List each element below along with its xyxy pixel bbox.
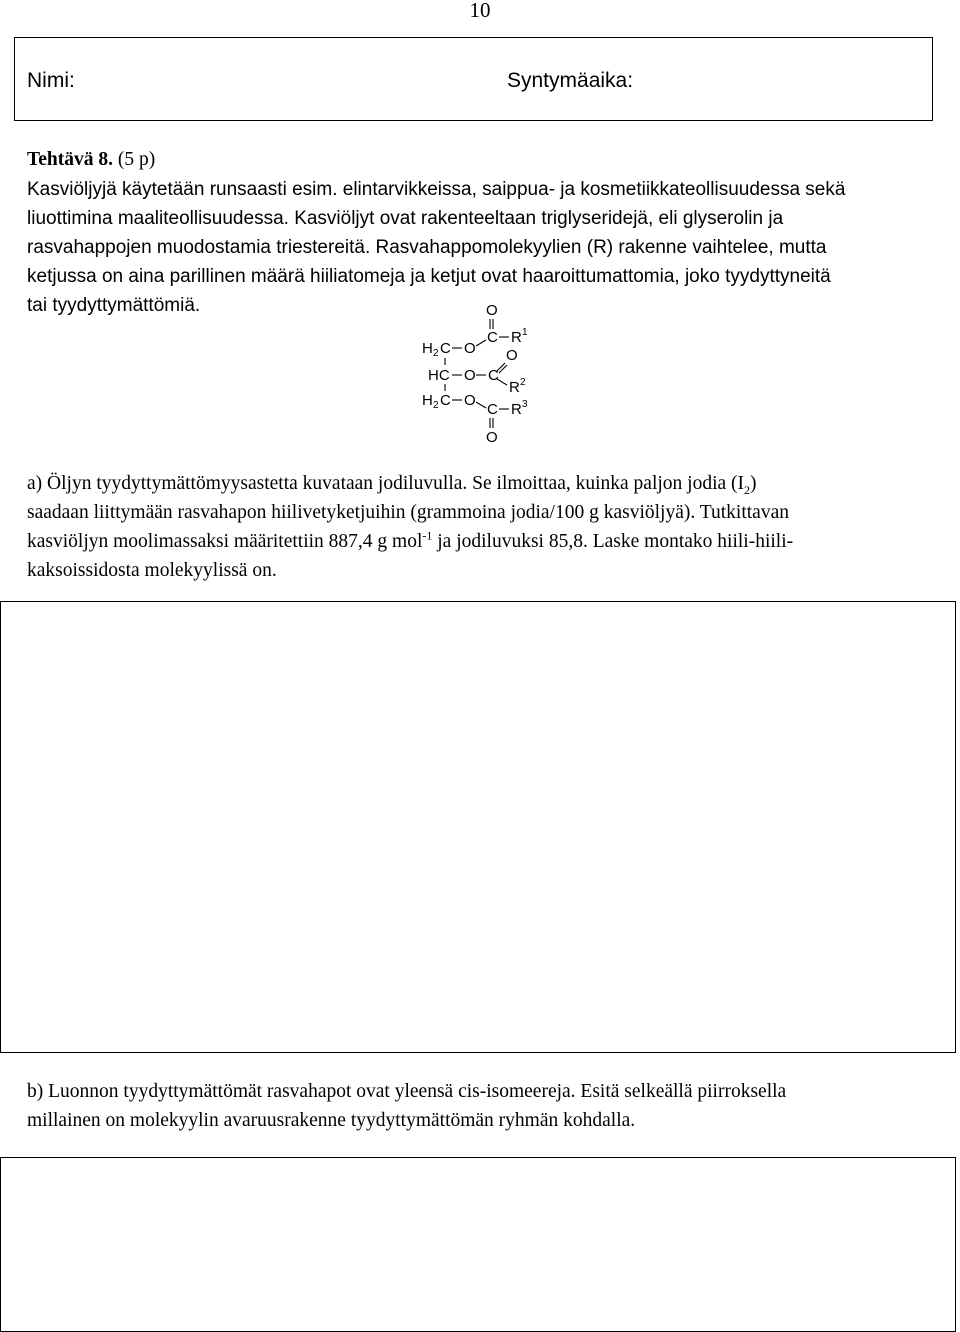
name-label: Nimi: bbox=[27, 69, 75, 92]
atom-label: C bbox=[487, 401, 498, 418]
superscript: -1 bbox=[422, 528, 433, 543]
atom-label: H bbox=[422, 340, 433, 357]
atom-label: O bbox=[486, 302, 498, 319]
atom-label: O bbox=[464, 367, 476, 384]
part-a-line: ja jodiluvuksi 85,8. Laske montako hiili-hiili- bbox=[432, 531, 794, 552]
part-a-line: ) bbox=[750, 473, 757, 494]
part-b-line: b) Luonnon tyydyttymättömät rasvahapot ovat yleensä cis-isomeereja. Esitä selkeällä piirroksella bbox=[27, 1081, 787, 1102]
part-a-question bbox=[27, 469, 937, 585]
superscript: 3 bbox=[522, 399, 528, 410]
part-b-line: millainen on molekyylin avaruusrakenne tyydyttymättömän ryhmän kohdalla. bbox=[27, 1110, 636, 1131]
birthdate-label: Syntymäaika: bbox=[507, 69, 634, 92]
intro-line: rasvahappojen muodostamia triestereitä. Rasvahappomolekyylien (R) rakenne vaihtelee, mutta bbox=[27, 237, 827, 258]
subscript: 2 bbox=[744, 482, 751, 497]
answer-box-b[interactable] bbox=[0, 1157, 956, 1332]
answer-box-a[interactable] bbox=[0, 601, 956, 1053]
atom-label: H bbox=[422, 392, 433, 409]
page-number: 10 bbox=[469, 0, 491, 22]
atom-label: R bbox=[511, 329, 522, 346]
atom-label: O bbox=[464, 340, 476, 357]
part-a-line: saadaan liittymään rasvahapon hiilivetyketjuihin (grammoina jodia/100 g kasviöljyä). Tutkittavan bbox=[27, 502, 789, 523]
atom-label: C bbox=[440, 392, 451, 409]
part-b-question bbox=[27, 1077, 937, 1135]
student-info-box bbox=[14, 37, 933, 121]
task-points: (5 p) bbox=[117, 149, 156, 170]
atom-label: C bbox=[487, 329, 498, 346]
subscript: 2 bbox=[433, 400, 439, 411]
subscript: 2 bbox=[433, 348, 439, 359]
atom-label: R bbox=[509, 379, 520, 396]
atom-label: O bbox=[486, 429, 498, 446]
triglyceride-structure bbox=[400, 297, 580, 457]
atom-label: O bbox=[464, 392, 476, 409]
atom-label: HC bbox=[428, 367, 450, 384]
atom-label: O bbox=[506, 347, 518, 364]
superscript: 1 bbox=[522, 327, 528, 338]
atom-label: R bbox=[511, 401, 522, 418]
atom-label: C bbox=[440, 340, 451, 357]
part-a-line: kaksoissidosta molekyylissä on. bbox=[27, 560, 277, 581]
part-a-line: kasviöljyn moolimassaksi määritettiin 887,4 g mol bbox=[27, 531, 423, 552]
task-title: Tehtävä 8. bbox=[27, 149, 113, 170]
intro-line: liuottimina maaliteollisuudessa. Kasviöljyt ovat rakenteeltaan triglyseridejä, eli glyserolin ja bbox=[27, 208, 784, 229]
intro-line: ketjussa on aina parillinen määrä hiiliatomeja ja ketjut ovat haaroittumattomia, joko tyydyttyneitä bbox=[27, 266, 831, 287]
part-a-line: a) Öljyn tyydyttymättömyysastetta kuvataan jodiluvulla. Se ilmoittaa, kuinka paljon jodia (I bbox=[27, 473, 745, 494]
intro-line: Kasviöljyjä käytetään runsaasti esim. elintarvikkeissa, saippua- ja kosmetiikkateollisuudessa sekä bbox=[27, 179, 846, 200]
intro-line: tai tyydyttymättömiä. bbox=[27, 295, 201, 316]
task-heading bbox=[27, 145, 937, 174]
atom-label: C bbox=[488, 367, 499, 384]
superscript: 2 bbox=[520, 377, 526, 388]
